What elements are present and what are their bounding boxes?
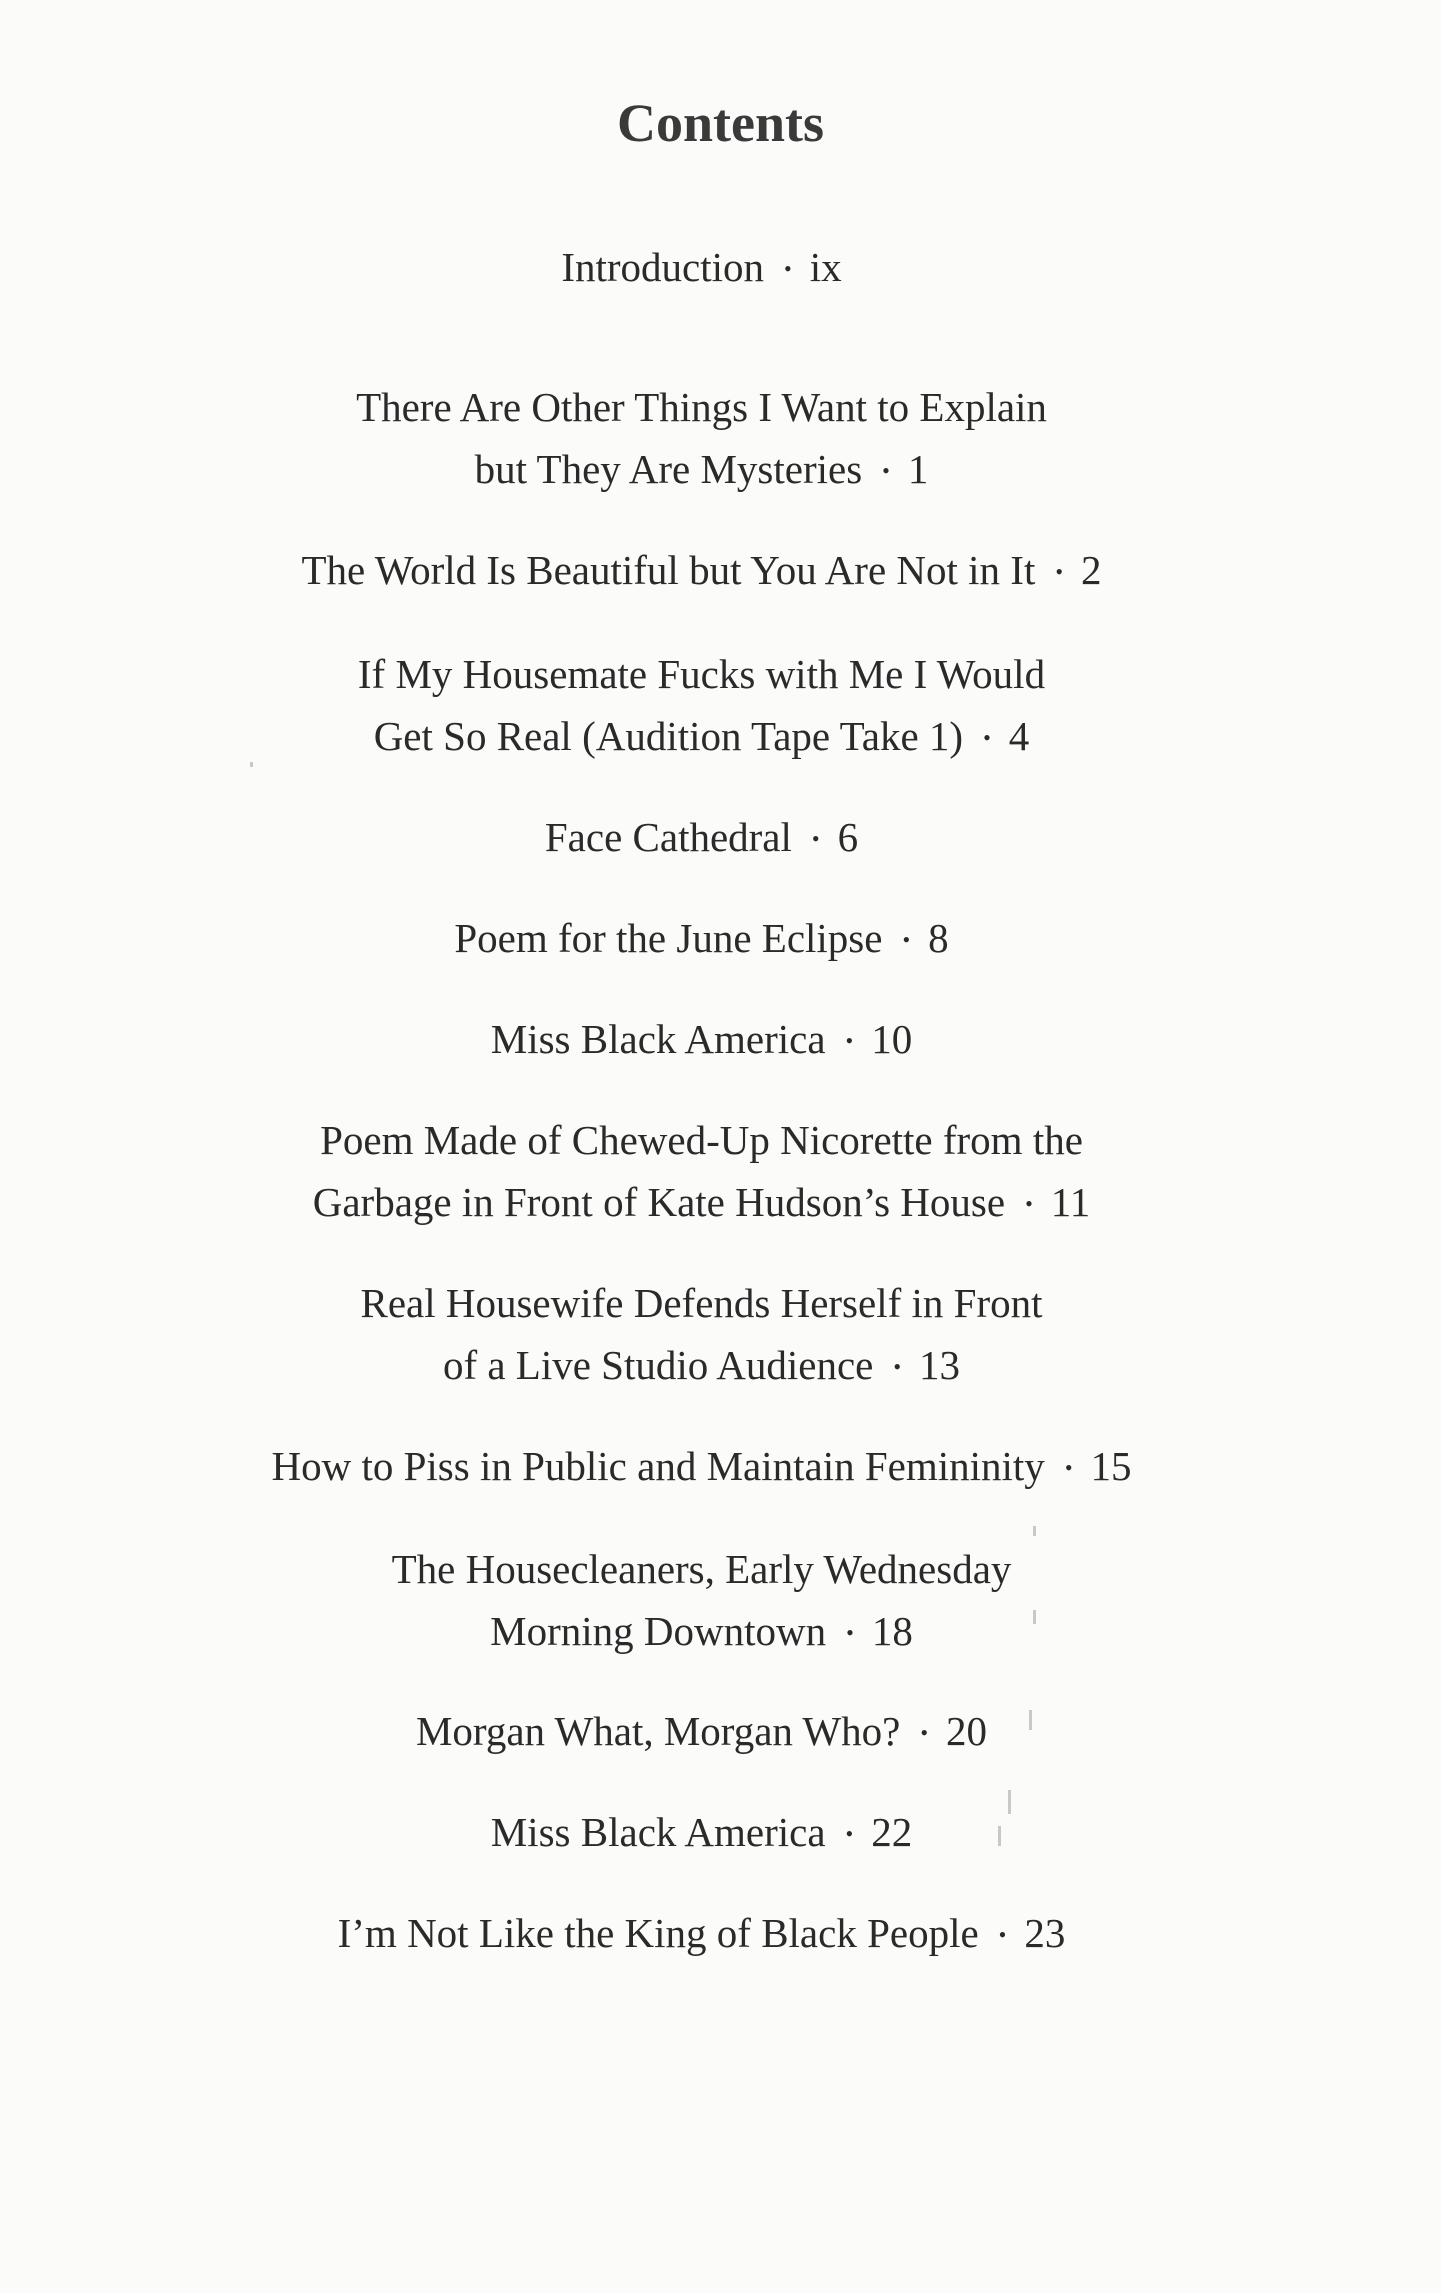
- toc-entry-line: [0, 1600, 1403, 1667]
- toc-entry: [0, 643, 1403, 772]
- toc-entry-page: 20: [946, 1708, 988, 1754]
- toc-entry-title: Morgan What, Morgan Who?: [415, 1708, 901, 1754]
- toc-entry-line: [0, 539, 1403, 606]
- bullet-separator: •: [920, 1719, 929, 1745]
- toc-entry: [0, 1435, 1403, 1502]
- toc-entry-title: Miss Black America: [490, 1016, 826, 1062]
- toc-entry-line: [0, 236, 1403, 303]
- toc-entry-title: Get So Real (Audition Tape Take 1): [373, 713, 964, 759]
- toc-entry: [0, 539, 1403, 606]
- bullet-separator: •: [1055, 558, 1064, 584]
- toc-entry-page: ix: [809, 244, 842, 290]
- toc-entry: [0, 1109, 1403, 1238]
- bullet-separator: •: [811, 825, 820, 851]
- toc-entry-title: Morning Downtown: [490, 1608, 827, 1654]
- toc-entry-line: [0, 1902, 1403, 1969]
- toc-entry: [0, 376, 1403, 505]
- bullet-separator: •: [1025, 1190, 1033, 1216]
- bullet-separator: •: [902, 926, 911, 952]
- toc-entry-page: 11: [1050, 1179, 1091, 1225]
- toc-entry-line: Poem Made of Chewed-Up Nicorette from the: [320, 1117, 1083, 1163]
- toc-entry-page: 10: [871, 1016, 913, 1062]
- toc-entry-title: Miss Black America: [490, 1809, 826, 1855]
- toc-entry-line: [0, 438, 1403, 505]
- scan-artifact: [998, 1826, 1001, 1846]
- bullet-separator: •: [846, 1619, 854, 1645]
- toc-entry-line: [0, 806, 1403, 873]
- bullet-separator: •: [882, 457, 890, 483]
- toc-entry-page: 13: [919, 1342, 961, 1388]
- toc-entry-page: 22: [871, 1809, 913, 1855]
- bullet-separator: •: [784, 255, 792, 281]
- toc-entry-line: [0, 705, 1403, 772]
- toc-entry-title: Introduction: [561, 244, 765, 290]
- toc-entry-line: There Are Other Things I Want to Explain: [356, 384, 1047, 430]
- toc-entry: [0, 806, 1403, 873]
- toc-entry: [0, 1801, 1403, 1868]
- toc-entry-title: I’m Not Like the King of Black People: [337, 1910, 979, 1956]
- toc-entry-page: 2: [1081, 547, 1102, 593]
- toc-entry-line: [0, 1171, 1403, 1238]
- scan-artifact: [1008, 1790, 1011, 1814]
- toc-entry: [0, 907, 1403, 974]
- toc-entry: [0, 1538, 1403, 1667]
- toc-entry-title: of a Live Studio Audience: [442, 1342, 874, 1388]
- toc-entry-line: Real Housewife Defends Herself in Front: [360, 1280, 1043, 1326]
- toc-entry-page: 4: [1008, 713, 1030, 759]
- toc-entry-line: [0, 1801, 1403, 1868]
- toc-entry-line: [0, 907, 1403, 974]
- bullet-separator: •: [983, 724, 991, 750]
- page-title: Contents: [616, 93, 824, 153]
- toc-entry: [0, 1700, 1403, 1767]
- toc-entry-title: The World Is Beautiful but You Are Not in It: [301, 547, 1036, 593]
- toc-entry-page: 18: [871, 1608, 913, 1654]
- toc-entry: [0, 236, 1403, 303]
- toc-entry-line: [0, 1334, 1403, 1401]
- toc-entry-page: 6: [837, 814, 859, 860]
- toc-entry-page: 15: [1090, 1443, 1132, 1489]
- toc-entry-line: The Housecleaners, Early Wednesday: [391, 1546, 1012, 1592]
- toc-entry-line: [0, 1435, 1403, 1502]
- bullet-separator: •: [845, 1820, 854, 1846]
- scan-artifact: [1029, 1710, 1032, 1730]
- toc-entry-title: but They Are Mysteries: [474, 446, 863, 492]
- scan-artifact: [1033, 1526, 1036, 1536]
- toc-entry-line: If My Housemate Fucks with Me I Would: [357, 651, 1046, 697]
- toc-entry-title: Garbage in Front of Kate Hudson’s House: [312, 1179, 1006, 1225]
- toc-entry: [0, 1008, 1403, 1075]
- toc-entry-page: 8: [928, 915, 949, 961]
- toc-entry-line: [0, 1700, 1403, 1767]
- toc-entry-title: How to Piss in Public and Maintain Femininity: [271, 1443, 1045, 1489]
- toc-entry-page: 23: [1024, 1910, 1066, 1956]
- toc-entry: [0, 1272, 1403, 1401]
- toc-entry-title: Face Cathedral: [544, 814, 792, 860]
- toc-entry: [0, 1902, 1403, 1969]
- bullet-separator: •: [998, 1921, 1007, 1947]
- toc-entry-line: [0, 1008, 1403, 1075]
- scan-artifact: [1033, 1610, 1036, 1624]
- toc-entry-page: 1: [907, 446, 929, 492]
- bullet-separator: •: [893, 1353, 902, 1379]
- bullet-separator: •: [1064, 1454, 1073, 1480]
- scan-artifact: [250, 762, 253, 767]
- toc-entry-title: Poem for the June Eclipse: [454, 915, 883, 961]
- bullet-separator: •: [845, 1027, 854, 1053]
